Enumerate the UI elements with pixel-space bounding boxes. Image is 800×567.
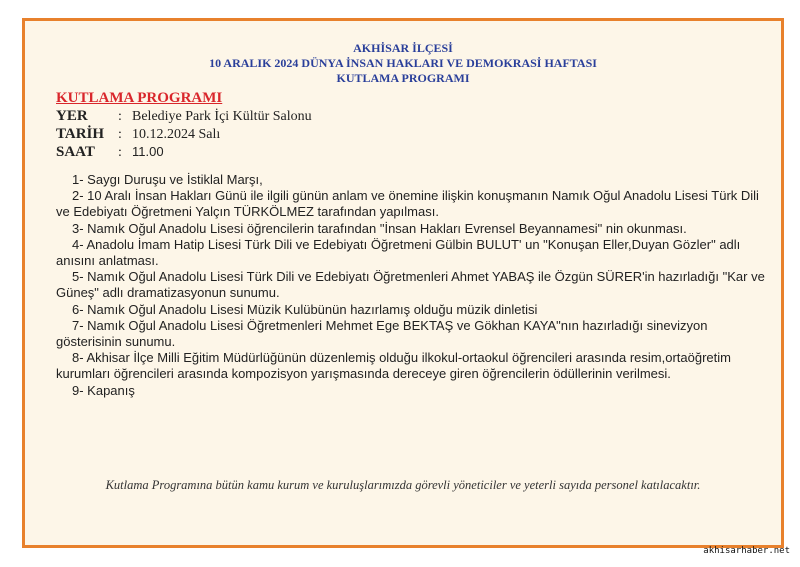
- header-line-3: KUTLAMA PROGRAMI: [336, 71, 470, 85]
- info-saat: [56, 143, 164, 161]
- tarih-colon: :: [118, 127, 122, 142]
- site-watermark: akhisarhaber.net: [703, 546, 790, 556]
- header-line-2: 10 ARALIK 2024 DÜNYA İNSAN HAKLARI VE DEMOKRASİ HAFTASI: [209, 56, 597, 70]
- tarih-label: TARİH: [56, 126, 105, 142]
- saat-value: 11.00: [132, 144, 164, 159]
- program-item-9: 9- Kapanış: [72, 382, 135, 398]
- program-item-8: 8- Akhisar İlçe Milli Eğitim Müdürlüğünün düzenlemiş olduğu ilkokul-ortaokul öğrencileri arasında resim,ortaöğretim kurumları öğrencileri arasında kompozisyon yarışmasında dereceye giren öğrencilerin ödüllerinin verilmesi.: [56, 350, 731, 382]
- yer-label: YER: [56, 108, 88, 124]
- program-item-5: 5- Namık Oğul Anadolu Lisesi Türk Dili ve Edebiyatı Öğretmenleri Ahmet YABAŞ ile Özgün SÜRER'in hazırladığı "Kar ve Güneş" adlı dramatizasyonun sunumu.: [56, 269, 765, 301]
- program-item-6: 6- Namık Oğul Anadolu Lisesi Müzik Kulübünün hazırlamış olduğu müzik dinletisi: [72, 301, 538, 317]
- program-item-2: 2- 10 Aralı İnsan Hakları Günü ile ilgili günün anlam ve önemine ilişkin konuşmanın Namık Oğul Anadolu Lisesi Türk Dili ve Edebiyatı Öğretmeni Yalçın TÜRKÖLMEZ tarafından yapılması.: [56, 188, 759, 220]
- document-frame: [22, 18, 784, 548]
- yer-value: Belediye Park İçi Kültür Salonu: [132, 109, 312, 124]
- program-item-7: 7- Namık Oğul Anadolu Lisesi Öğretmenleri Mehmet Ege BEKTAŞ ve Gökhan KAYA"nın hazırladığı sinevizyon gösterisinin sunumu.: [56, 317, 708, 350]
- tarih-value: 10.12.2024 Salı: [132, 127, 221, 142]
- info-yer: [56, 107, 312, 125]
- document-header: [25, 41, 781, 86]
- program-item-3: 3- Namık Oğul Anadolu Lisesi öğrencilerin tarafından "İnsan Hakları Evrensel Beyannamesi" nin okunması.: [72, 220, 687, 236]
- info-tarih: [56, 125, 220, 143]
- program-item-1: 1- Saygı Duruşu ve İstiklal Marşı,: [72, 172, 263, 187]
- program-title: KUTLAMA PROGRAMI: [56, 90, 223, 106]
- yer-colon: :: [118, 109, 122, 124]
- program-items-list: [56, 172, 776, 399]
- saat-colon: :: [118, 145, 122, 160]
- saat-label: SAAT: [56, 144, 95, 160]
- header-line-1: AKHİSAR İLÇESİ: [353, 41, 453, 55]
- program-item-4: 4- Anadolu İmam Hatip Lisesi Türk Dili ve Edebiyatı Öğretmeni Gülbin BULUT' un "Konuşan Eller,Duyan Gözler" adlı anısını anlatması.: [56, 236, 741, 269]
- footer-note: Kutlama Programına bütün kamu kurum ve kuruluşlarımızda görevli yöneticiler ve yeterli sayıda personel katılacaktır.: [105, 478, 701, 492]
